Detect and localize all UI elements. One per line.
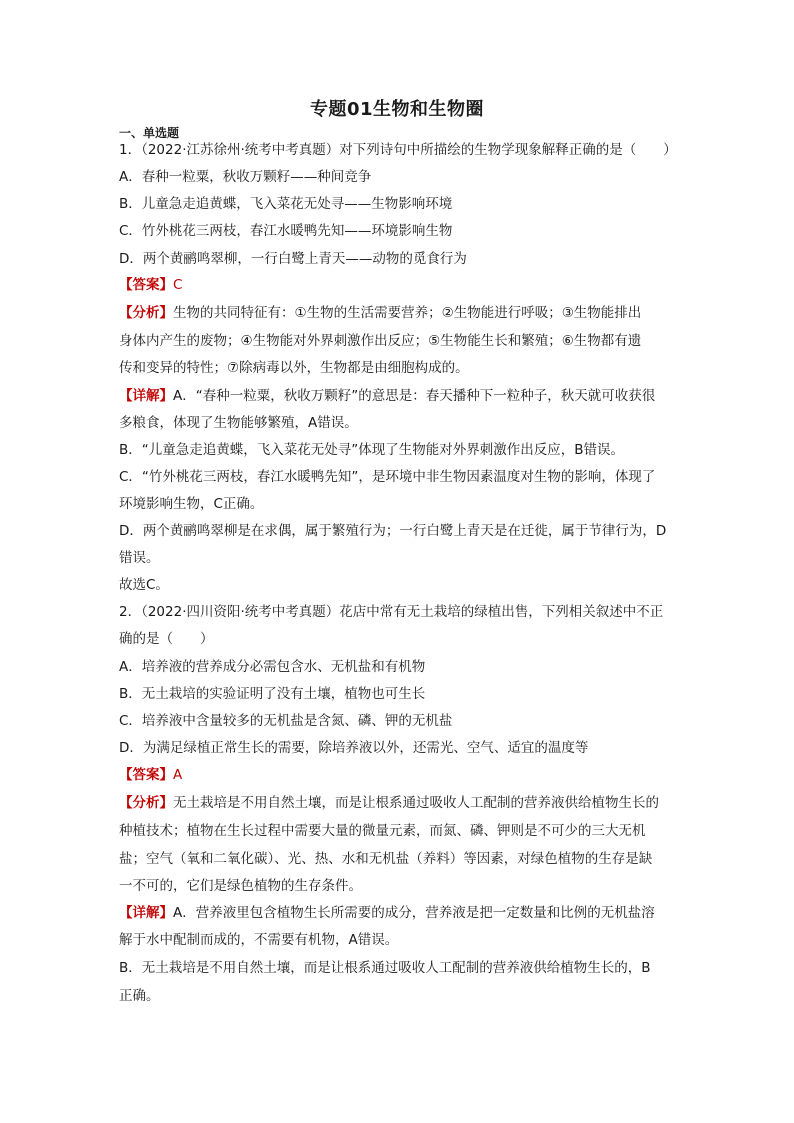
q1-detail-line-8: 故选C。 xyxy=(119,577,169,593)
q2-stem-line-2: 确的是（ ） xyxy=(119,631,214,647)
q2-option-c: C．培养液中含量较多的无机盐是含氮、磷、钾的无机盐 xyxy=(119,713,453,729)
q2-analysis-line-1 xyxy=(119,795,659,811)
page-title: 专题01生物和生物圈 xyxy=(309,99,485,120)
q1-analysis-line-2: 身体内产生的废物；④生物能对外界刺激作出反应；⑤生物能生长和繁殖；⑥生物都有遗 xyxy=(119,333,642,349)
q2-analysis-line-3: 盐；空气（氧和二氧化碳）、光、热、水和无机盐（养料）等因素，对绿色植物的生存是缺 xyxy=(119,851,653,867)
q2-option-a: A．培养液的营养成分必需包含水、无机盐和有机物 xyxy=(119,659,426,675)
q2-answer xyxy=(119,767,182,783)
answer-value: A xyxy=(173,767,183,783)
q2-analysis-line-4: 一不可的，它们是绿色植物的生存条件。 xyxy=(119,878,362,894)
analysis-tag: 【分析】 xyxy=(119,305,173,321)
analysis-text: 生物的共同特征有：①生物的生活需要营养；②生物能进行呼吸；③生物能排出 xyxy=(173,305,642,321)
q2-detail-line-3: B．无土栽培是不用自然土壤，而是让根系通过吸收人工配制的营养液供给植物生长的，B xyxy=(119,960,651,976)
section-heading: 一、单选题 xyxy=(119,126,180,140)
q1-answer xyxy=(119,277,182,293)
q1-option-a: A．春种一粒粟，秋收万颗籽——种间竞争 xyxy=(119,169,372,185)
q1-detail-line-7: 错误。 xyxy=(119,550,160,566)
q1-analysis-line-3: 传和变异的特性；⑦除病毒以外，生物都是由细胞构成的。 xyxy=(119,360,469,376)
q1-stem: 1．（2022·江苏徐州·统考中考真题）对下列诗句中所描绘的生物学现象解释正确的是（ ） xyxy=(119,142,677,158)
q1-option-c: C．竹外桃花三两枝，春江水暖鸭先知——环境影响生物 xyxy=(119,223,453,239)
q1-option-d: D．两个黄鹂鸣翠柳，一行白鹭上青天——动物的觅食行为 xyxy=(119,251,467,267)
q1-detail-line-4: C．“竹外桃花三两枝，春江水暖鸭先知”，是环境中非生物因素温度对生物的影响，体现了 xyxy=(119,469,656,485)
q2-detail-line-4: 正确。 xyxy=(119,988,160,1004)
detail-tag: 【详解】 xyxy=(119,388,173,404)
q1-detail-line-3: B．“儿童急走追黄蝶，飞入菜花无处寻”体现了生物能对外界刺激作出反应，B错误。 xyxy=(119,442,625,458)
answer-value: C xyxy=(173,277,183,293)
detail-tag: 【详解】 xyxy=(119,905,173,921)
q1-detail-line-2: 多粮食，体现了生物能够繁殖，A错误。 xyxy=(119,415,358,431)
q2-option-d: D．为满足绿植正常生长的需要，除培养液以外，还需光、空气、适宜的温度等 xyxy=(119,740,589,756)
q2-detail-line-2: 解于水中配制而成的，不需要有机物，A错误。 xyxy=(119,932,399,948)
analysis-tag: 【分析】 xyxy=(119,795,173,811)
answer-tag: 【答案】 xyxy=(119,277,173,293)
q1-option-b: B．儿童急走追黄蝶，飞入菜花无处寻——生物影响环境 xyxy=(119,196,453,212)
answer-tag: 【答案】 xyxy=(119,767,173,783)
q1-detail-line-1 xyxy=(119,388,655,404)
analysis-text: 无土栽培是不用自然土壤，而是让根系通过吸收人工配制的营养液供给植物生长的 xyxy=(173,795,659,811)
q2-stem-line-1: 2．（2022·四川资阳·统考中考真题）花店中常有无土栽培的绿植出售，下列相关叙述中不正 xyxy=(119,604,664,620)
detail-text: A．营养液里包含植物生长所需要的成分，营养液是把一定数量和比例的无机盐溶 xyxy=(173,905,655,921)
q2-option-b: B．无土栽培的实验证明了没有土壤，植物也可生长 xyxy=(119,686,426,702)
q1-detail-line-6: D．两个黄鹂鸣翠柳是在求偶，属于繁殖行为；一行白鹭上青天是在迁徙，属于节律行为，D xyxy=(119,523,667,539)
q1-detail-line-5: 环境影响生物，C正确。 xyxy=(119,496,264,512)
q2-analysis-line-2: 种植技术；植物在生长过程中需要大量的微量元素，而氮、磷、钾则是不可少的三大无机 xyxy=(119,823,646,839)
detail-text: A．“春种一粒粟，秋收万颗籽”的意思是：春天播种下一粒种子，秋天就可收获很 xyxy=(173,388,656,404)
q2-detail-line-1 xyxy=(119,905,655,921)
q1-analysis-line-1 xyxy=(119,305,641,321)
